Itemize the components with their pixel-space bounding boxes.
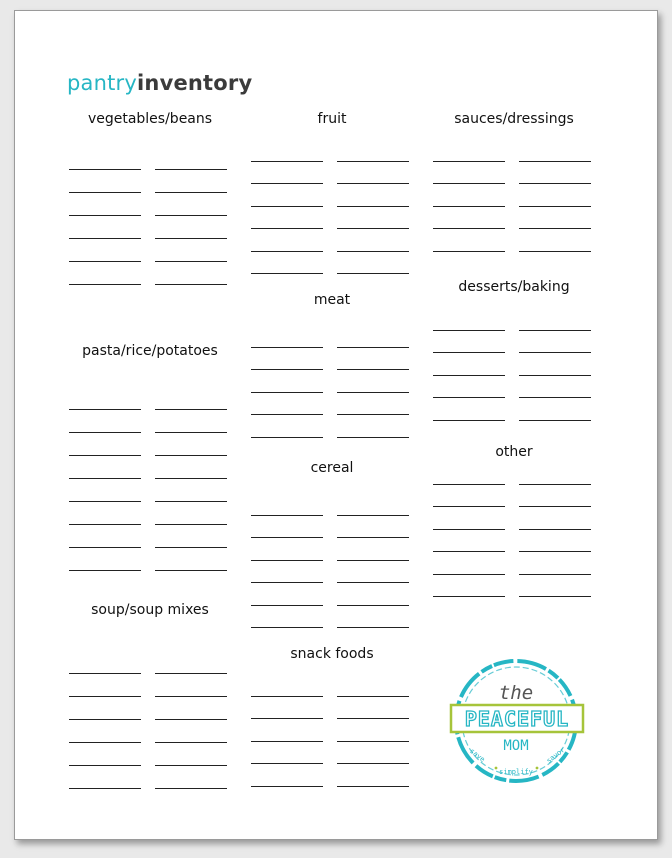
- section-title: sauces/dressings: [454, 111, 574, 127]
- logo-tagline-savor: savor: [545, 745, 567, 766]
- blank-write-line[interactable]: [69, 215, 141, 216]
- blank-write-line[interactable]: [433, 251, 505, 252]
- blank-write-line[interactable]: [69, 570, 141, 571]
- blank-write-line[interactable]: [519, 352, 591, 353]
- blank-write-line[interactable]: [433, 352, 505, 353]
- blank-write-line[interactable]: [519, 228, 591, 229]
- blank-write-line[interactable]: [69, 742, 141, 743]
- blank-write-line[interactable]: [251, 515, 323, 516]
- blank-write-line[interactable]: [251, 414, 323, 415]
- blank-write-line[interactable]: [155, 788, 227, 789]
- blank-write-line[interactable]: [519, 506, 591, 507]
- blank-write-line[interactable]: [519, 183, 591, 184]
- blank-write-line[interactable]: [519, 251, 591, 252]
- blank-write-line[interactable]: [337, 560, 409, 561]
- blank-write-line[interactable]: [251, 786, 323, 787]
- logo-the: the: [498, 682, 534, 704]
- blank-write-line[interactable]: [155, 455, 227, 456]
- section-title: fruit: [317, 111, 347, 127]
- blank-write-line[interactable]: [251, 537, 323, 538]
- blank-write-line[interactable]: [337, 437, 409, 438]
- blank-write-line[interactable]: [251, 582, 323, 583]
- blank-write-line[interactable]: [251, 183, 323, 184]
- logo-tagline-simplify: simplify: [499, 768, 533, 776]
- blank-write-line[interactable]: [155, 432, 227, 433]
- blank-write-line[interactable]: [155, 261, 227, 262]
- blank-write-line[interactable]: [433, 330, 505, 331]
- blank-write-line[interactable]: [69, 501, 141, 502]
- section-snack-foods: [249, 646, 415, 796]
- pantry-inventory-sheet: [14, 10, 658, 840]
- section-meat: [249, 292, 415, 442]
- blank-write-line[interactable]: [155, 765, 227, 766]
- blank-write-line[interactable]: [251, 369, 323, 370]
- blank-write-line[interactable]: [337, 414, 409, 415]
- section-title: cereal: [310, 460, 354, 476]
- blank-write-line[interactable]: [519, 206, 591, 207]
- blank-write-line[interactable]: [155, 570, 227, 571]
- blank-write-line[interactable]: [69, 432, 141, 433]
- blank-write-line[interactable]: [433, 551, 505, 552]
- section-pasta-rice-potatoes: [67, 343, 233, 573]
- blank-write-line[interactable]: [337, 161, 409, 162]
- blank-write-line[interactable]: [251, 763, 323, 764]
- section-desserts-baking: [431, 279, 597, 429]
- blank-write-line[interactable]: [69, 719, 141, 720]
- logo-mom: MOM: [503, 738, 529, 754]
- blank-write-line[interactable]: [251, 347, 323, 348]
- blank-write-line[interactable]: [519, 484, 591, 485]
- blank-write-line[interactable]: [433, 596, 505, 597]
- section-title: other: [495, 444, 533, 460]
- blank-write-line[interactable]: [433, 529, 505, 530]
- section-sauces-dressings: [431, 111, 597, 261]
- blank-write-line[interactable]: [337, 347, 409, 348]
- blank-write-line[interactable]: [251, 251, 323, 252]
- blank-write-line[interactable]: [433, 420, 505, 421]
- blank-write-line[interactable]: [337, 718, 409, 719]
- blank-write-line[interactable]: [337, 627, 409, 628]
- blank-write-line[interactable]: [155, 719, 227, 720]
- blank-write-line[interactable]: [337, 786, 409, 787]
- blank-write-line[interactable]: [433, 183, 505, 184]
- blank-write-line[interactable]: [69, 261, 141, 262]
- section-soup-mixes: [67, 602, 233, 802]
- blank-write-line[interactable]: [69, 765, 141, 766]
- blank-write-line[interactable]: [519, 551, 591, 552]
- blank-write-line[interactable]: [69, 478, 141, 479]
- page-title: [67, 71, 252, 95]
- blank-write-line[interactable]: [155, 238, 227, 239]
- blank-write-line[interactable]: [155, 169, 227, 170]
- blank-write-line[interactable]: [519, 330, 591, 331]
- blank-write-line[interactable]: [519, 596, 591, 597]
- blank-write-line[interactable]: [337, 273, 409, 274]
- title-inventory: inventory: [137, 71, 253, 95]
- blank-write-line[interactable]: [519, 529, 591, 530]
- blank-write-line[interactable]: [433, 506, 505, 507]
- blank-write-line[interactable]: [433, 161, 505, 162]
- blank-write-line[interactable]: [433, 206, 505, 207]
- peaceful-mom-logo: [441, 653, 591, 789]
- blank-write-line[interactable]: [251, 718, 323, 719]
- blank-write-line[interactable]: [251, 392, 323, 393]
- blank-write-line[interactable]: [433, 375, 505, 376]
- blank-write-line[interactable]: [251, 741, 323, 742]
- section-title: soup/soup mixes: [91, 602, 209, 618]
- blank-write-line[interactable]: [69, 409, 141, 410]
- blank-write-line[interactable]: [251, 437, 323, 438]
- blank-write-line[interactable]: [337, 741, 409, 742]
- blank-write-line[interactable]: [433, 228, 505, 229]
- section-vegetables-beans: [67, 111, 233, 311]
- blank-write-line[interactable]: [337, 206, 409, 207]
- logo-tagline-save: save: [468, 747, 487, 764]
- logo-graphic: [441, 653, 591, 789]
- blank-write-line[interactable]: [69, 547, 141, 548]
- logo-dot: [536, 767, 539, 770]
- section-fruit: [249, 111, 415, 291]
- section-title: pasta/rice/potatoes: [82, 343, 218, 359]
- section-other: [431, 444, 597, 604]
- blank-write-line[interactable]: [251, 273, 323, 274]
- blank-write-line[interactable]: [155, 215, 227, 216]
- blank-write-line[interactable]: [337, 537, 409, 538]
- blank-write-line[interactable]: [251, 605, 323, 606]
- blank-write-line[interactable]: [155, 409, 227, 410]
- blank-write-line[interactable]: [69, 673, 141, 674]
- blank-write-line[interactable]: [337, 605, 409, 606]
- logo-peaceful: PEACEFUL: [464, 707, 570, 731]
- blank-write-line[interactable]: [251, 560, 323, 561]
- blank-write-line[interactable]: [337, 515, 409, 516]
- blank-write-line[interactable]: [155, 524, 227, 525]
- blank-write-line[interactable]: [155, 696, 227, 697]
- blank-write-line[interactable]: [519, 161, 591, 162]
- blank-write-line[interactable]: [251, 161, 323, 162]
- blank-write-line[interactable]: [251, 696, 323, 697]
- blank-write-line[interactable]: [519, 420, 591, 421]
- title-pantry: pantry: [67, 71, 138, 95]
- blank-write-line[interactable]: [69, 169, 141, 170]
- blank-write-line[interactable]: [337, 369, 409, 370]
- blank-write-line[interactable]: [155, 742, 227, 743]
- blank-write-line[interactable]: [337, 696, 409, 697]
- section-cereal: [249, 460, 415, 640]
- blank-write-line[interactable]: [337, 582, 409, 583]
- logo-dot: [495, 767, 498, 770]
- blank-write-line[interactable]: [155, 547, 227, 548]
- blank-write-line[interactable]: [69, 192, 141, 193]
- blank-write-line[interactable]: [519, 397, 591, 398]
- blank-write-line[interactable]: [433, 397, 505, 398]
- blank-write-line[interactable]: [69, 524, 141, 525]
- section-title: snack foods: [290, 646, 374, 662]
- blank-write-line[interactable]: [69, 455, 141, 456]
- blank-write-line[interactable]: [155, 501, 227, 502]
- blank-write-line[interactable]: [251, 627, 323, 628]
- blank-write-line[interactable]: [251, 228, 323, 229]
- section-title: vegetables/beans: [87, 111, 213, 127]
- blank-write-line[interactable]: [69, 696, 141, 697]
- blank-write-line[interactable]: [337, 228, 409, 229]
- blank-write-line[interactable]: [155, 284, 227, 285]
- blank-write-line[interactable]: [337, 763, 409, 764]
- blank-write-line[interactable]: [337, 183, 409, 184]
- blank-write-line[interactable]: [69, 238, 141, 239]
- blank-write-line[interactable]: [251, 206, 323, 207]
- blank-write-line[interactable]: [433, 574, 505, 575]
- blank-write-line[interactable]: [337, 251, 409, 252]
- blank-write-line[interactable]: [155, 673, 227, 674]
- section-title: meat: [313, 292, 351, 308]
- blank-write-line[interactable]: [69, 788, 141, 789]
- blank-write-line[interactable]: [433, 484, 505, 485]
- blank-write-line[interactable]: [337, 392, 409, 393]
- blank-write-line[interactable]: [519, 375, 591, 376]
- section-title: desserts/baking: [458, 279, 570, 295]
- blank-write-line[interactable]: [519, 574, 591, 575]
- blank-write-line[interactable]: [155, 478, 227, 479]
- blank-write-line[interactable]: [155, 192, 227, 193]
- blank-write-line[interactable]: [69, 284, 141, 285]
